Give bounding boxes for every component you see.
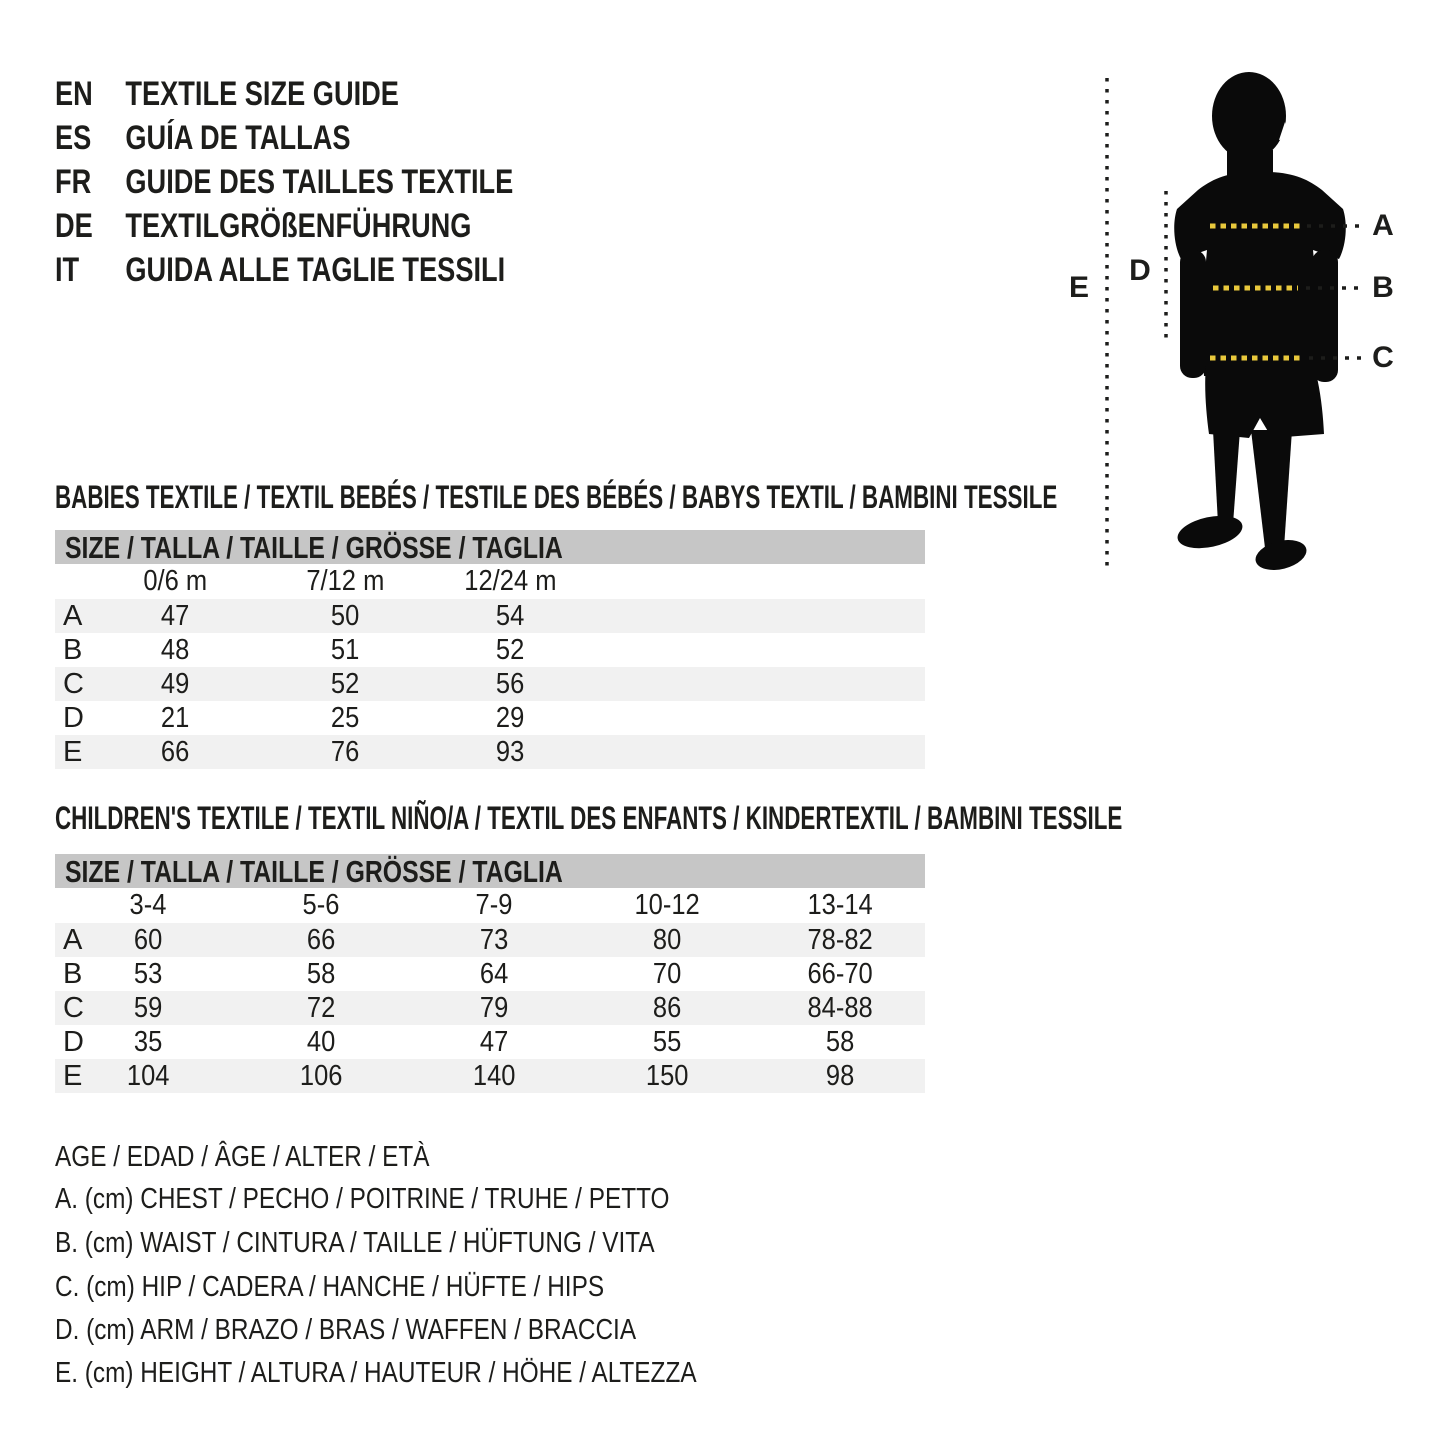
- cell: 66: [160, 736, 190, 768]
- row-label: C: [63, 668, 84, 700]
- cell: 56: [495, 668, 525, 700]
- cell: 29: [495, 702, 525, 734]
- column-header: 12/24 m: [463, 565, 557, 597]
- table-row: [55, 1025, 925, 1059]
- table-row: [55, 599, 925, 633]
- cell: 84-88: [807, 992, 873, 1024]
- column-header: 7/12 m: [305, 565, 385, 597]
- table-row: [55, 991, 925, 1025]
- cell: 79: [479, 992, 509, 1024]
- lang-title: TEXTILGRÖßENFÜHRUNG: [125, 207, 472, 245]
- lang-code: IT: [55, 251, 80, 289]
- lang-title: TEXTILE SIZE GUIDE: [125, 75, 399, 113]
- cell: 50: [330, 600, 360, 632]
- table-row: [55, 957, 925, 991]
- cell: 53: [133, 958, 163, 990]
- cell: 52: [495, 634, 525, 666]
- row-label: E: [63, 1060, 83, 1092]
- lang-code: ES: [55, 119, 92, 157]
- cell: 49: [160, 668, 190, 700]
- cell: 70: [652, 958, 682, 990]
- figure-label-height: E: [1068, 271, 1089, 304]
- cell: 51: [330, 634, 360, 666]
- size-header-bar: SIZE / TALLA / TAILLE / GRÖSSE / TAGLIA: [55, 854, 925, 888]
- legend-arm-line: D. (cm) ARM / BRAZO / BRAS / WAFFEN / BRACCIA: [55, 1314, 637, 1346]
- column-header: 0/6 m: [143, 565, 207, 597]
- cell: 35: [133, 1026, 163, 1058]
- cell: 86: [652, 992, 682, 1024]
- cell: 104: [126, 1060, 170, 1092]
- lang-row-en: [55, 76, 485, 112]
- cell: 54: [495, 600, 525, 632]
- cell: 140: [472, 1060, 516, 1092]
- column-header: 5-6: [302, 889, 340, 921]
- column-header: 10-12: [634, 889, 700, 921]
- table-row: [55, 701, 925, 735]
- row-label: B: [63, 634, 83, 666]
- lang-code: FR: [55, 163, 92, 201]
- column-header-row: [55, 564, 925, 599]
- legend-age-line: AGE / EDAD / ÂGE / ALTER / ETÀ: [55, 1141, 430, 1173]
- cell: 55: [652, 1026, 682, 1058]
- row-label: D: [63, 1026, 84, 1058]
- cell: 52: [330, 668, 360, 700]
- cell: 59: [133, 992, 163, 1024]
- row-label: A: [63, 600, 83, 632]
- row-label: B: [63, 958, 83, 990]
- lang-title: GUIDA ALLE TAGLIE TESSILI: [125, 251, 506, 289]
- table-row: [55, 735, 925, 769]
- cell: 25: [330, 702, 360, 734]
- cell: 47: [479, 1026, 509, 1058]
- legend-height-line: E. (cm) HEIGHT / ALTURA / HAUTEUR / HÖHE / ALTEZZA: [55, 1357, 697, 1389]
- lang-row-es: [55, 120, 424, 156]
- cell: 78-82: [807, 924, 873, 956]
- cell: 58: [306, 958, 336, 990]
- cell: 93: [495, 736, 525, 768]
- cell: 66: [306, 924, 336, 956]
- babies-section-title: BABIES TEXTILE / TEXTIL BEBÉS / TESTILE DES BÉBÉS / BABYS TEXTIL / BAMBINI TESSILE: [55, 479, 1058, 515]
- cell: 48: [160, 634, 190, 666]
- row-label: E: [63, 736, 83, 768]
- column-header-row: [55, 888, 925, 923]
- children-size-table: [55, 854, 925, 1093]
- figure-label-hip: C: [1372, 341, 1394, 374]
- lang-row-fr: [55, 164, 628, 200]
- legend-waist-line: B. (cm) WAIST / CINTURA / TAILLE / HÜFTUNG / VITA: [55, 1227, 655, 1259]
- cell: 150: [645, 1060, 689, 1092]
- figure-label-chest: A: [1372, 209, 1394, 242]
- figure-label-arm: D: [1129, 254, 1151, 287]
- figure-label-waist: B: [1372, 271, 1394, 304]
- table-row: [55, 667, 925, 701]
- cell: 60: [133, 924, 163, 956]
- table-row: [55, 1059, 925, 1093]
- table-row: [55, 633, 925, 667]
- babies-size-table: [55, 530, 925, 769]
- column-header: 7-9: [475, 889, 513, 921]
- table-row: [55, 923, 925, 957]
- cell: 80: [652, 924, 682, 956]
- size-header-bar: SIZE / TALLA / TAILLE / GRÖSSE / TAGLIA: [55, 530, 925, 564]
- cell: 66-70: [807, 958, 873, 990]
- cell: 21: [160, 702, 190, 734]
- children-section-title: CHILDREN'S TEXTILE / TEXTIL NIÑO/A / TEXTIL DES ENFANTS / KINDERTEXTIL / BAMBINI TESSILE: [55, 800, 1123, 836]
- cell: 40: [306, 1026, 336, 1058]
- lang-title: GUÍA DE TALLAS: [125, 119, 351, 157]
- cell: 106: [299, 1060, 343, 1092]
- cell: 76: [330, 736, 360, 768]
- lang-row-de: [55, 208, 576, 244]
- legend-hip-line: C. (cm) HIP / CADERA / HANCHE / HÜFTE / HIPS: [55, 1271, 605, 1303]
- column-header: 3-4: [129, 889, 167, 921]
- cell: 98: [825, 1060, 855, 1092]
- cell: 58: [825, 1026, 855, 1058]
- row-label: A: [63, 924, 83, 956]
- legend-chest-line: A. (cm) CHEST / PECHO / POITRINE / TRUHE / PETTO: [55, 1183, 670, 1215]
- lang-title: GUIDE DES TAILLES TEXTILE: [125, 163, 514, 201]
- lang-row-it: [55, 252, 618, 288]
- lang-code: DE: [55, 207, 93, 245]
- cell: 47: [160, 600, 190, 632]
- cell: 72: [306, 992, 336, 1024]
- cell: 73: [479, 924, 509, 956]
- lang-code: EN: [55, 75, 93, 113]
- child-silhouette-graphic: [1060, 60, 1405, 600]
- row-label: D: [63, 702, 84, 734]
- cell: 64: [479, 958, 509, 990]
- column-header: 13-14: [807, 889, 873, 921]
- row-label: C: [63, 992, 84, 1024]
